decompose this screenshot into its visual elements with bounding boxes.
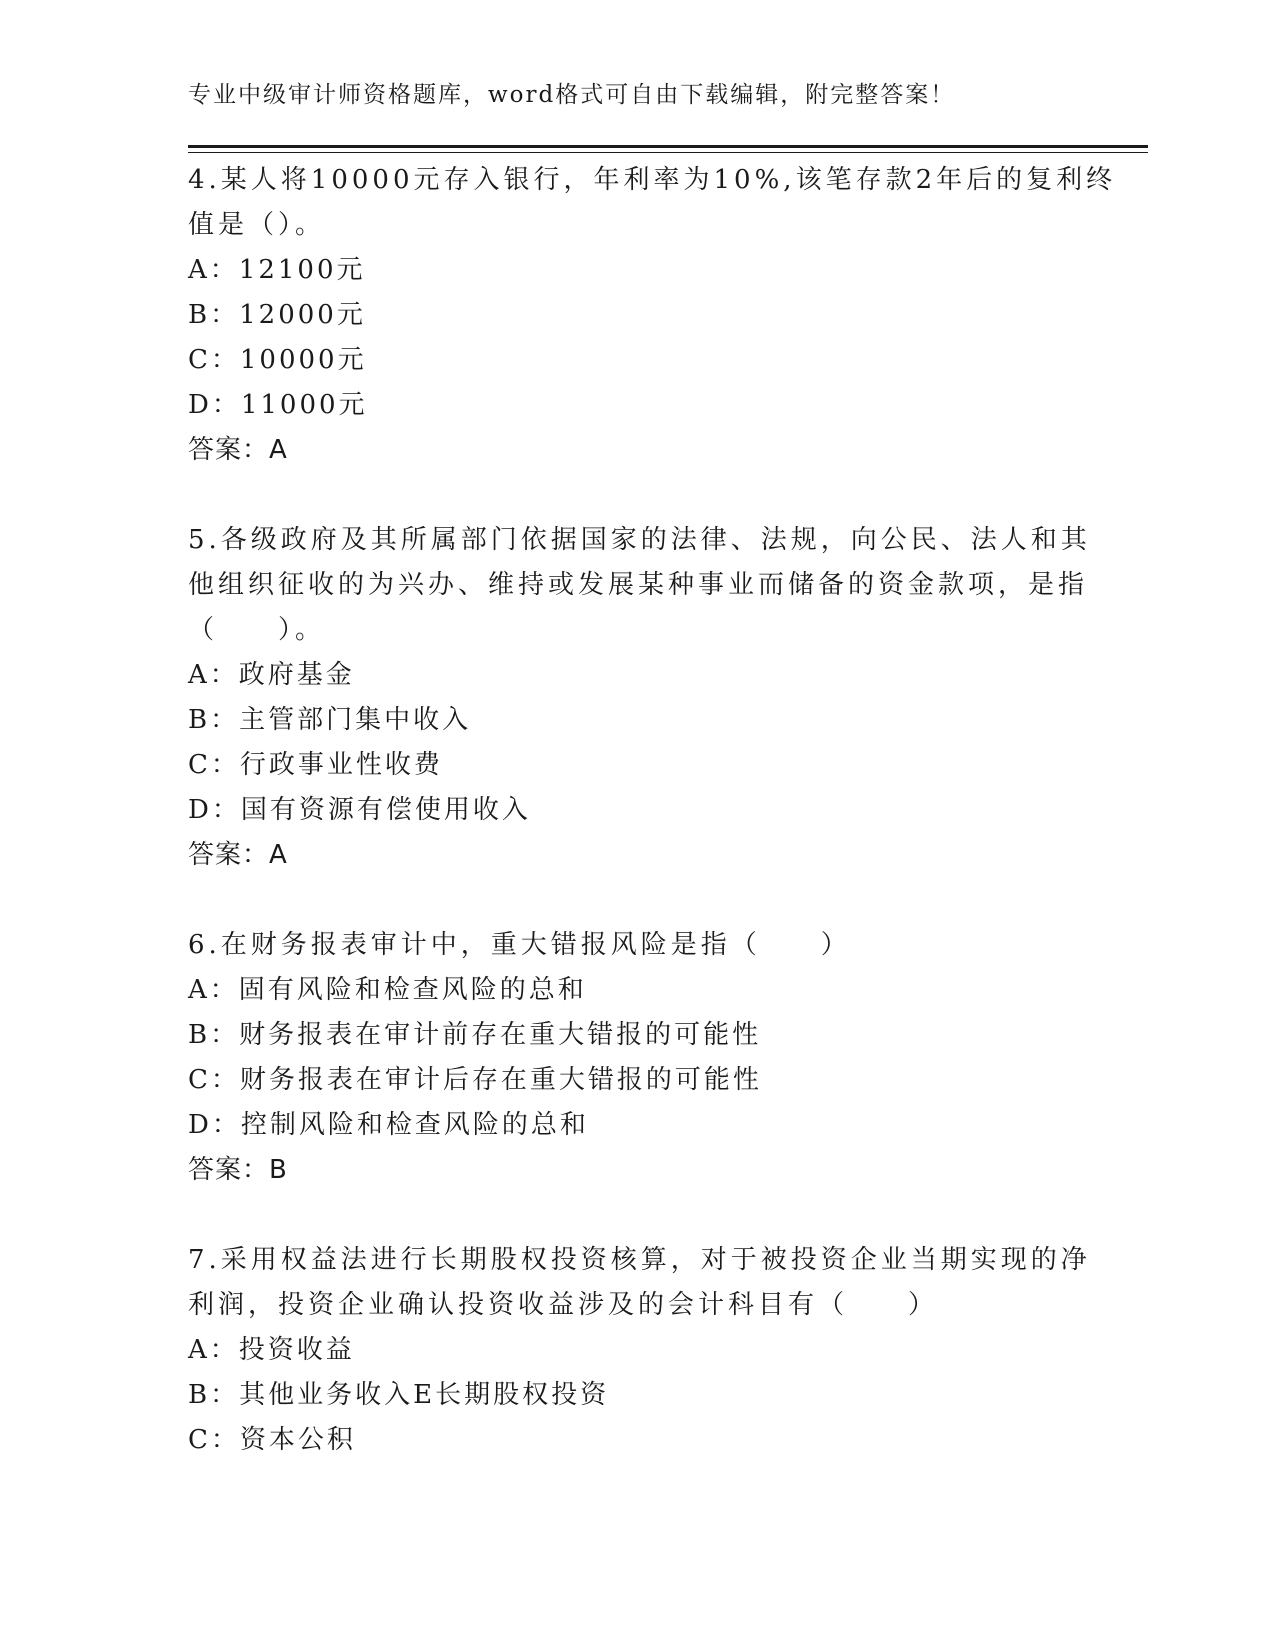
question-5 — [188, 518, 1091, 878]
option-c: C：行政事业性收费 — [188, 750, 443, 780]
question-text: 6.在财务报表审计中，重大错报风险是指（ ） — [188, 930, 851, 960]
option-c: C：10000元 — [188, 345, 367, 375]
header-rule-thick — [188, 145, 1148, 148]
spacer — [188, 473, 1068, 518]
option-d: D：国有资源有偿使用收入 — [188, 795, 531, 825]
option-a: A：12100元 — [188, 255, 366, 285]
option-b: B：财务报表在审计前存在重大错报的可能性 — [188, 1020, 762, 1050]
option-c: C：财务报表在审计后存在重大错报的可能性 — [188, 1065, 762, 1095]
answer-line: 答案：A — [188, 435, 288, 465]
option-d: D：11000元 — [188, 390, 368, 420]
spacer — [188, 1193, 1068, 1238]
option-a: A：投资收益 — [188, 1335, 355, 1365]
answer-line: 答案：A — [188, 840, 288, 870]
page-header: 专业中级审计师资格题库，word格式可自由下载编辑，附完整答案！ — [188, 82, 956, 108]
option-b: B：主管部门集中收入 — [188, 705, 472, 735]
question-text: 5.各级政府及其所属部门依据国家的法律、法规，向公民、法人和其 — [188, 525, 1091, 555]
question-list — [188, 158, 1117, 1463]
option-b: B：其他业务收入E长期股权投资 — [188, 1380, 610, 1410]
question-text: （ ）。 — [188, 615, 326, 645]
question-text: 他组织征收的为兴办、维持或发展某种事业而储备的资金款项，是指 — [188, 570, 1089, 600]
option-b: B：12000元 — [188, 300, 366, 330]
question-text: 7.采用权益法进行长期股权投资核算，对于被投资企业当期实现的净 — [188, 1245, 1091, 1275]
option-c: C：资本公积 — [188, 1425, 356, 1455]
question-text: 值是（）。 — [188, 210, 326, 240]
option-a: A：固有风险和检查风险的总和 — [188, 975, 587, 1005]
header-rule-thin — [188, 152, 1148, 153]
option-a: A：政府基金 — [188, 660, 355, 690]
question-text: 利润，投资企业确认投资收益涉及的会计科目有（ ） — [188, 1290, 939, 1320]
spacer — [188, 878, 1068, 923]
question-6 — [188, 923, 1068, 1193]
answer-line: 答案：B — [188, 1155, 288, 1185]
option-d: D：控制风险和检查风险的总和 — [188, 1110, 589, 1140]
question-4 — [188, 158, 1117, 473]
question-text: 4.某人将10000元存入银行，年利率为10%,该笔存款2年后的复利终 — [188, 165, 1117, 195]
question-7 — [188, 1238, 1091, 1463]
